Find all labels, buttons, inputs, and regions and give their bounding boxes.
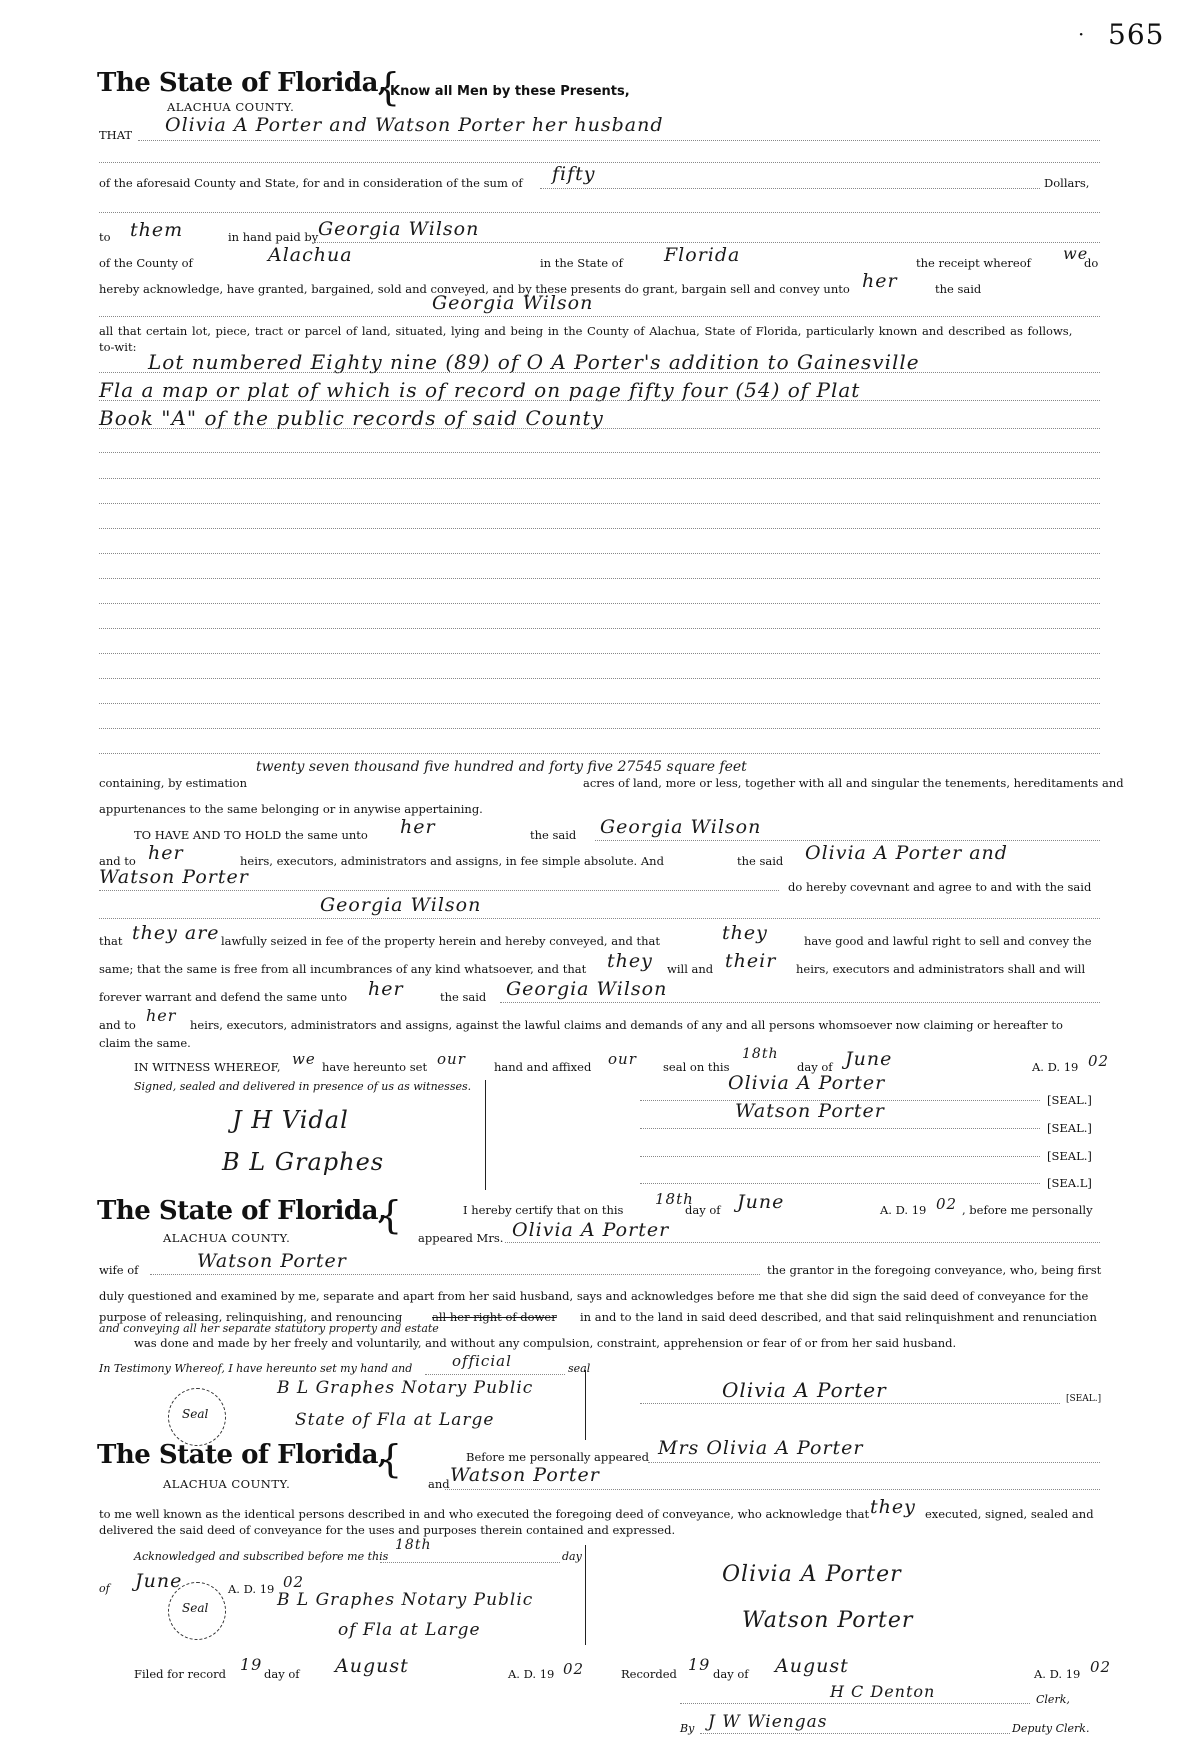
before-name: Mrs Olivia A Porter <box>658 1437 864 1459</box>
appeared-name: Olivia A Porter <box>512 1219 670 1241</box>
habendum-her: her <box>400 816 436 838</box>
certify-year: 02 <box>936 1195 958 1213</box>
receipt-label: the receipt whereof <box>916 256 1031 270</box>
they-are: they are <box>132 922 220 944</box>
notary2-line-1: B L Graphes Notary Public <box>277 1590 534 1610</box>
covenant-grantee: Georgia Wilson <box>320 894 482 916</box>
and-to-label: and to <box>99 854 136 868</box>
clerk-label: Clerk, <box>1036 1693 1070 1706</box>
ack2-divider <box>585 1545 586 1645</box>
grantee-name: Georgia Wilson <box>432 292 594 314</box>
and-name: Watson Porter <box>450 1464 600 1486</box>
dotted-line <box>99 528 1100 529</box>
description-line-1: Lot numbered Eighty nine (89) of O A Porter's addition to Gainesville <box>148 350 920 374</box>
witness-label: IN WITNESS WHEREOF, <box>134 1060 281 1074</box>
ack2-body-a: to me well known as the identical persons described in and who executed the foregoing deed of conveyance, who acknowledge that <box>99 1507 870 1521</box>
dotted-line <box>99 428 1100 429</box>
ack-year: 02 <box>283 1573 305 1591</box>
notary-seal-stamp <box>168 1388 226 1446</box>
covenant-grantors: Olivia A Porter and <box>805 842 1008 864</box>
containing-amount: twenty seven thousand five hundred and forty five 27545 square feet <box>256 759 747 775</box>
grantor-signature-2: Watson Porter <box>735 1100 885 1122</box>
good-right-label: have good and lawful right to sell and convey the <box>804 934 1092 948</box>
ack-subscribed-label: Acknowledged and subscribed before me this <box>134 1550 389 1563</box>
brace: { <box>376 65 401 109</box>
dotted-line <box>99 452 1100 453</box>
grantor-text: the grantor in the foregoing conveyance, who, being first <box>767 1263 1102 1277</box>
witness-hereunto: have hereunto set <box>322 1060 428 1074</box>
covenant-label: do hereby covevnant and agree to and with the said <box>788 880 1092 894</box>
notary-line-1: B L Graphes Notary Public <box>277 1378 534 1398</box>
ack-day: 18th <box>395 1537 432 1553</box>
witness-year: 02 <box>1088 1052 1110 1070</box>
filed-ad: A. D. 19 <box>508 1667 555 1681</box>
certify-month: June <box>737 1191 785 1213</box>
ack2-body-c: delivered the said deed of conveyance for the uses and purposes therein contained and expressed. <box>99 1523 676 1537</box>
dotted-line <box>99 372 1100 373</box>
consideration-label: of the aforesaid County and State, for and in consideration of the sum of <box>99 176 523 190</box>
dotted-line <box>99 162 1100 163</box>
page-dot: · <box>1078 22 1085 46</box>
paid-by-name: Georgia Wilson <box>318 218 480 240</box>
brace: { <box>378 1193 403 1237</box>
forever-her: her <box>368 978 404 1000</box>
deputy-signature: J W Wiengas <box>708 1712 828 1732</box>
state-heading-2: The State of Florida, <box>97 1196 387 1226</box>
county-heading: ALACHUA COUNTY. <box>167 100 295 114</box>
ack1-seal-label: [SEAL.] <box>1066 1394 1102 1404</box>
testimony-label: In Testimony Whereof, I have hereunto set my hand and <box>99 1362 413 1375</box>
seal-label-1: [SEAL.] <box>1047 1093 1092 1107</box>
ack-of-label: of <box>99 1582 110 1595</box>
forever-grantee: Georgia Wilson <box>506 978 668 1000</box>
description-line-2: Fla a map or plat of which is of record on page fifty four (54) of Plat <box>99 378 861 402</box>
ack2-signature-2: Watson Porter <box>742 1608 914 1633</box>
unto-her: her <box>862 270 898 292</box>
filed-day-of: day of <box>264 1667 300 1681</box>
rec-day: 19 <box>688 1655 711 1674</box>
dotted-line <box>99 703 1100 704</box>
dotted-line <box>540 188 1040 189</box>
signature-line <box>640 1128 1040 1129</box>
dotted-line <box>595 840 1100 841</box>
dotted-line <box>150 1274 760 1275</box>
dotted-line <box>99 316 1100 317</box>
signature-line <box>640 1183 1040 1184</box>
witness-signature-1: J H Vidal <box>232 1106 349 1134</box>
heirs-said: the said <box>737 854 784 868</box>
notary-divider <box>585 1370 586 1440</box>
ack1-signature: Olivia A Porter <box>722 1378 887 1402</box>
state-name: Florida <box>664 244 741 266</box>
claim-same: claim the same. <box>99 1036 191 1050</box>
to-them: them <box>130 219 184 241</box>
ack1-body-4: was done and made by her freely and voluntarily, and without any compulsion, constraint, apprehension or fear of or from her said husband. <box>134 1336 957 1350</box>
certify-day: 18th <box>655 1190 694 1208</box>
witness-month: June <box>845 1048 893 1070</box>
rec-month: August <box>775 1655 849 1677</box>
ack2-signature-1: Olivia A Porter <box>722 1562 902 1587</box>
witness-our-2: our <box>608 1050 637 1068</box>
signature-line <box>640 1403 1060 1404</box>
dotted-line <box>138 140 1100 141</box>
witness-seal: seal on this <box>663 1060 730 1074</box>
to-label: to <box>99 230 111 244</box>
dotted-line <box>99 503 1100 504</box>
county-of-label: of the County of <box>99 256 193 270</box>
dotted-line <box>99 728 1100 729</box>
will-and: will and <box>667 962 714 976</box>
dotted-line <box>500 1002 1100 1003</box>
the-said-label: the said <box>935 282 982 296</box>
covenant-grantors-2: Watson Porter <box>99 866 249 888</box>
heirs-line: heirs, executors, administrators and assigns, in fee simple absolute. And <box>240 854 664 868</box>
certify-label: I hereby certify that on this <box>463 1203 624 1217</box>
testimony-official: official <box>452 1352 512 1370</box>
struck-dower: all her right of dower <box>432 1310 557 1324</box>
and-to-2: and to <box>99 1018 136 1032</box>
recorded-label: Recorded <box>621 1667 677 1681</box>
notary-line-2: State of Fla at Large <box>295 1410 495 1430</box>
filed-label: Filed for record <box>134 1667 227 1681</box>
filed-month: August <box>335 1655 409 1677</box>
dotted-line <box>648 1462 1100 1463</box>
dotted-line <box>99 653 1100 654</box>
do-label: do <box>1084 256 1099 270</box>
rec-ad: A. D. 19 <box>1034 1667 1081 1681</box>
page-number: 565 <box>1108 18 1165 51</box>
county-heading-2: ALACHUA COUNTY. <box>163 1231 291 1245</box>
grantors-name: Olivia A Porter and Watson Porter her husband <box>165 114 664 136</box>
dotted-line <box>99 212 1100 213</box>
dotted-line <box>99 553 1100 554</box>
dotted-line <box>505 1242 1100 1243</box>
seized-they: they <box>722 922 768 944</box>
appeared-label: appeared Mrs. <box>418 1231 504 1245</box>
ack1-body-1: duly questioned and examined by me, separate and apart from her said husband, says and acknowledges before me that she did sign the said deed of conveyance for the <box>99 1289 1089 1303</box>
insert-conveying: and conveying all her separate statutory property and estate <box>99 1322 439 1335</box>
wife-of-label: wife of <box>99 1263 139 1277</box>
lawful-claims-line: heirs, executors, administrators and assigns, against the lawful claims and demands of any and all persons whomsoever now claiming or hereafter to <box>190 1018 1063 1032</box>
certify-day-of: day of <box>685 1203 721 1217</box>
same-line-a: same; that the same is free from all incumbrances of any kind whatsoever, and that <box>99 962 587 976</box>
same-line-b: heirs, executors and administrators shall and will <box>796 962 1086 976</box>
dotted-line <box>315 242 1100 243</box>
witness-hand: hand and affixed <box>494 1060 592 1074</box>
and-to-2-her: her <box>146 1006 177 1025</box>
seal-label-4: [SEA.L] <box>1047 1176 1092 1190</box>
witness-day: 18th <box>742 1046 779 1062</box>
signature-line <box>640 1156 1040 1157</box>
filed-day: 19 <box>240 1655 263 1674</box>
acres-label: acres of land, more or less, together with all and singular the tenements, hereditaments and <box>583 776 1124 790</box>
clerk-signature: H C Denton <box>830 1682 936 1701</box>
sum-amount: fifty <box>552 163 596 185</box>
witness-our-1: our <box>437 1050 466 1068</box>
state-of-label: in the State of <box>540 256 623 270</box>
county-name: Alachua <box>268 244 353 266</box>
dotted-line <box>99 400 1100 401</box>
dotted-line <box>99 753 1100 754</box>
paid-by-label: in hand paid by <box>228 230 319 244</box>
witness-day-of: day of <box>797 1060 833 1074</box>
brace: { <box>378 1437 403 1481</box>
dotted-line <box>99 678 1100 679</box>
dollars-label: Dollars, <box>1044 176 1090 190</box>
filed-year: 02 <box>563 1660 585 1678</box>
and-to-her: her <box>148 842 184 864</box>
grantor-signature-1: Olivia A Porter <box>728 1072 886 1094</box>
state-heading: The State of Florida, <box>97 68 387 98</box>
and-label: and <box>428 1477 450 1491</box>
same-their: their <box>725 950 777 972</box>
ack1-body-3: in and to the land in said deed described, and that said relinquishment and renunciation <box>580 1310 1097 1324</box>
containing-label: containing, by estimation <box>99 776 248 790</box>
notary-seal-stamp-2 <box>168 1582 226 1640</box>
habendum-grantee: Georgia Wilson <box>600 816 762 838</box>
testimony-seal: seal <box>568 1362 591 1375</box>
description-line-3: Book "A" of the public records of said County <box>99 406 604 430</box>
seal-label-3: [SEAL.] <box>1047 1149 1092 1163</box>
seal-label-2: [SEAL.] <box>1047 1121 1092 1135</box>
witness-divider <box>485 1080 486 1190</box>
to-wit-label: to-wit: <box>99 340 137 354</box>
receipt-we: we <box>1063 244 1089 263</box>
forever-said: the said <box>440 990 487 1004</box>
that-label: THAT <box>99 128 133 142</box>
dotted-line <box>99 478 1100 479</box>
before-me-label: , before me personally <box>962 1203 1093 1217</box>
know-all-men: Know all Men by these Presents, <box>390 84 630 99</box>
state-heading-3: The State of Florida, <box>97 1440 387 1470</box>
dotted-line <box>99 890 779 891</box>
that-label-2: that <box>99 934 123 948</box>
signed-label: Signed, sealed and delivered in presence of us as witnesses. <box>134 1080 472 1093</box>
signature-line <box>700 1733 1010 1734</box>
ack1-body-2: purpose of releasing, relinquishing, and renouncing <box>99 1310 403 1324</box>
rec-year: 02 <box>1090 1658 1112 1676</box>
dotted-line <box>445 1489 1100 1490</box>
same-they: they <box>607 950 653 972</box>
certify-ad: A. D. 19 <box>880 1203 927 1217</box>
seized-label: lawfully seized in fee of the property herein and hereby conveyed, and that <box>221 934 661 948</box>
wife-of-name: Watson Porter <box>197 1250 347 1272</box>
dotted-line <box>425 1374 565 1375</box>
witness-ad: A. D. 19 <box>1032 1060 1079 1074</box>
ack-ad: A. D. 19 <box>228 1582 275 1596</box>
forever-label: forever warrant and defend the same unto <box>99 990 348 1004</box>
dotted-line <box>380 1562 560 1563</box>
witness-signature-2: B L Graphes <box>222 1148 385 1176</box>
witness-we: we <box>292 1050 316 1068</box>
by-label: By <box>680 1722 695 1735</box>
signature-line <box>680 1703 1030 1704</box>
dotted-line <box>99 628 1100 629</box>
seal-word: Seal <box>182 1407 209 1421</box>
ack2-they: they <box>870 1496 916 1518</box>
appurtenances-line: appurtenances to the same belonging or in anywise appertaining. <box>99 802 483 816</box>
habendum-said: the said <box>530 828 577 842</box>
habendum-label: TO HAVE AND TO HOLD the same unto <box>134 828 368 842</box>
rec-day-of: day of <box>713 1667 749 1681</box>
ack2-body-b: executed, signed, sealed and <box>925 1507 1094 1521</box>
notary2-line-2: of Fla at Large <box>338 1620 481 1640</box>
seal-word: Seal <box>182 1601 209 1615</box>
county-heading-3: ALACHUA COUNTY. <box>163 1477 291 1491</box>
all-that-line: all that certain lot, piece, tract or parcel of land, situated, lying and being in the County of Alachua, State of Florida, particularly known and described as follows, <box>99 324 1073 338</box>
dotted-line <box>99 603 1100 604</box>
ack-day-label: day <box>562 1550 582 1563</box>
deputy-label: Deputy Clerk. <box>1012 1722 1090 1735</box>
dotted-line <box>99 918 1100 919</box>
ack-month: June <box>135 1570 183 1592</box>
acknowledge-line: hereby acknowledge, have granted, bargained, sold and conveyed, and by these presents do grant, bargain sell and convey unto <box>99 282 850 296</box>
dotted-line <box>99 578 1100 579</box>
before-label: Before me personally appeared <box>466 1450 649 1464</box>
